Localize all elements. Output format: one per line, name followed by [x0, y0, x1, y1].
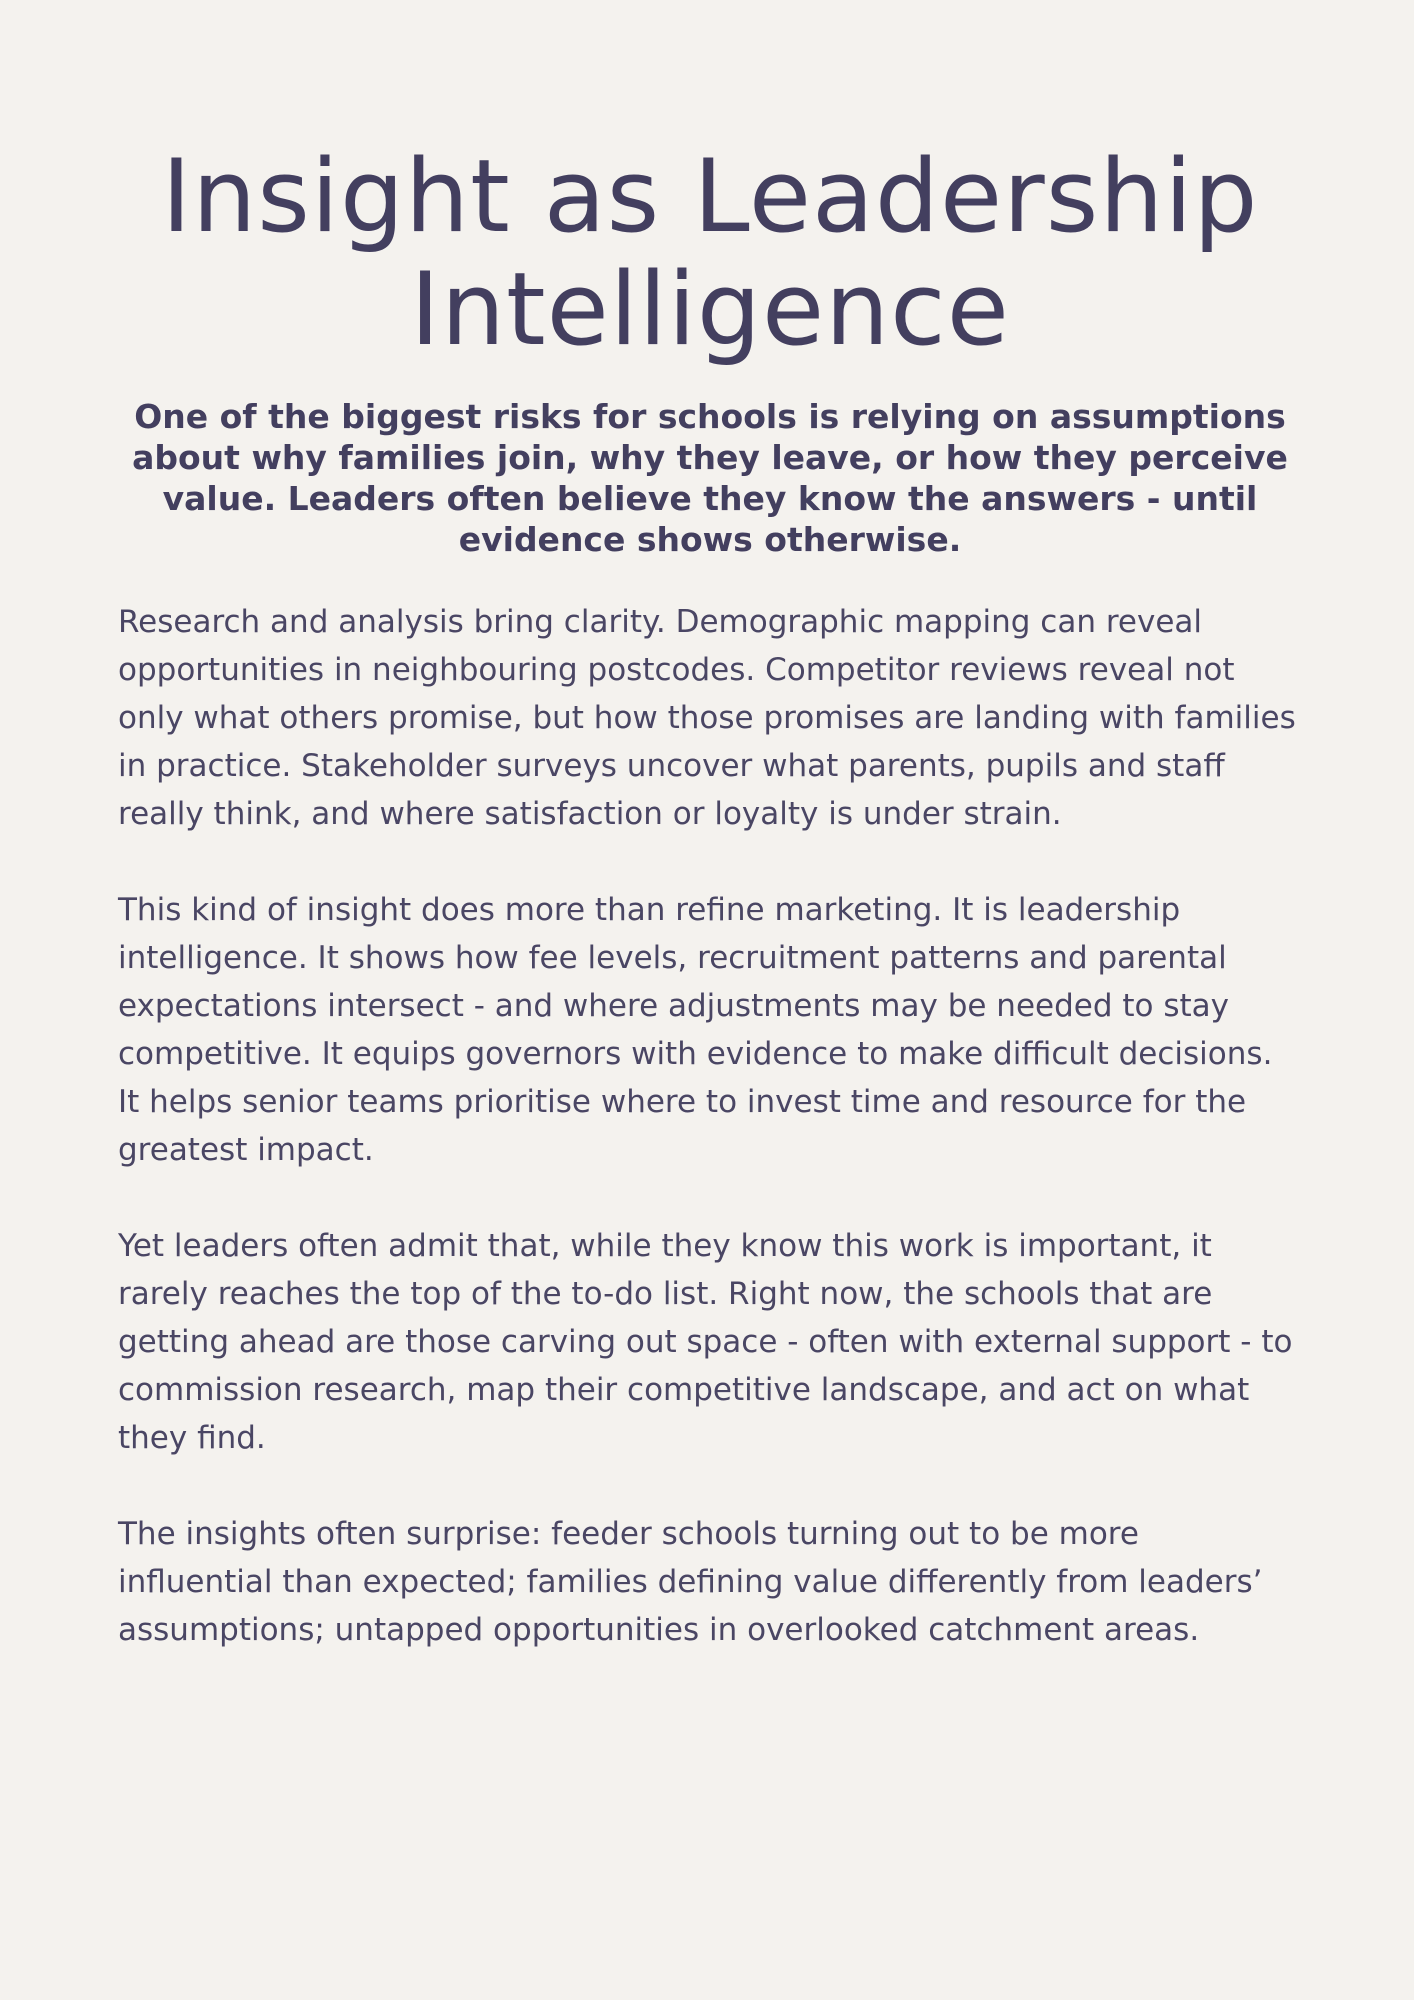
- lead-paragraph: One of the biggest risks for schools is relying on assumptions about why families join, why they leave, or how they perceive value. Leaders often believe they know the answers - until evidence shows otherwise.: [132, 397, 1288, 559]
- body-paragraph: Yet leaders often admit that, while they know this work is important, it rarely reaches the top of the to-do list. Right now, the schools that are getting ahead are those carving out space - often with external support - to commission research, map their competitive landscape, and act on what they find.: [118, 1228, 1293, 1456]
- body-paragraph: Research and analysis bring clarity. Demographic mapping can reveal opportunities in neighbouring postcodes. Competitor reviews reveal not only what others promise, but how those promises are landing with families in practice. Stakeholder surveys uncover what parents, pupils and staff really think, and where satisfaction or loyalty is under strain.: [118, 604, 1296, 832]
- body-paragraph: The insights often surprise: feeder schools turning out to be more influential than expected; families defining value differently from leaders’ assumptions; untapped opportunities in overlooked catchment areas.: [118, 1516, 1263, 1648]
- page-title: Insight as Leadership Intelligence: [161, 137, 1259, 368]
- body-text: [118, 598, 1302, 1654]
- body-paragraph: This kind of insight does more than refine marketing. It is leadership intelligence. It shows how fee levels, recruitment patterns and parental expectations intersect - and where adjustments may be needed to stay competitive. It equips governors with evidence to make difficult decisions. It helps senior teams prioritise where to invest time and resource for the greatest impact.: [118, 892, 1273, 1168]
